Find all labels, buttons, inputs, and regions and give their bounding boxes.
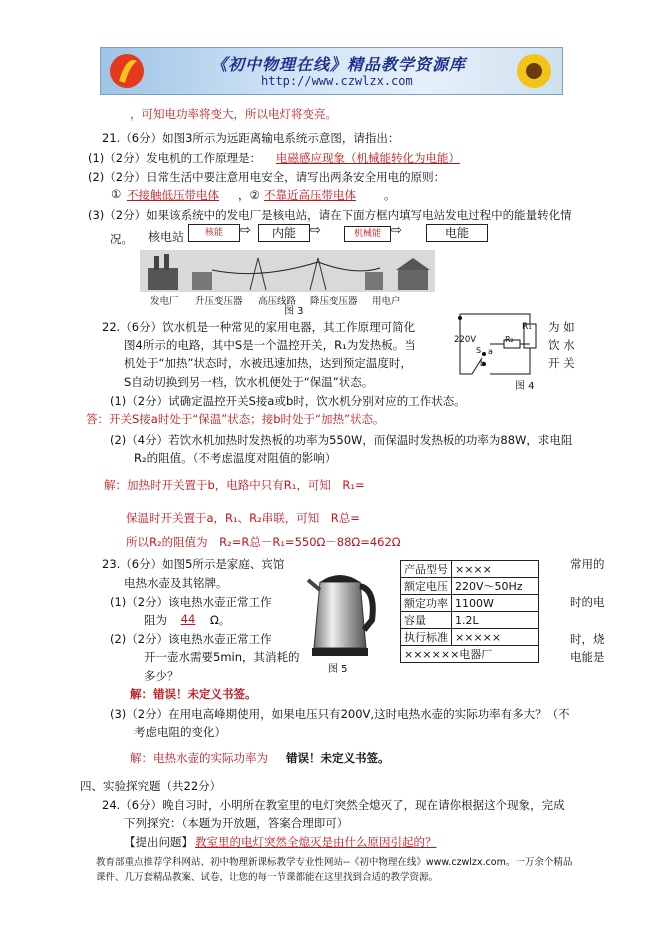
logo-icon	[107, 51, 147, 91]
q22-right3: 开 关	[548, 356, 575, 370]
q23-error2: 错误！未定义书签。	[286, 751, 390, 765]
q23-answer1: 44	[180, 612, 196, 626]
q23-sub1-right: 时的电	[570, 595, 605, 609]
table-row	[401, 629, 539, 646]
prev-answer-tail: ，可知电功率将变大，所以电灯将变亮。	[130, 107, 337, 121]
arrow-icon: ⇨	[310, 223, 321, 238]
q23-sub2: (2)（2分）该电热水壶正常工作	[110, 632, 272, 646]
q23-sub3: (3)（2分）在用电高峰期使用，如果电压只有200V,这时电热水壶的实际功率有多大？（不	[110, 707, 570, 721]
table-cell: ××××	[452, 561, 539, 578]
q24-line1: 24.（6分）晚自习时，小明所在教室里的电灯突然全熄灭了，现在请你根据这个现象，完成	[102, 798, 565, 812]
q22-solution1: 解：加热时开关置于b，电路中只有R₁，可知 R₁=	[104, 478, 365, 492]
circuit-voltage: 220V	[454, 335, 477, 345]
table-cell: ×××××	[452, 629, 539, 646]
q21-answer2b: 不靠近高压带电体	[264, 188, 356, 202]
fig3-label-stepup: 升压变压器	[195, 296, 243, 307]
fig3-label-stepdown: 降压变压器	[310, 296, 358, 307]
q21-stem: 21.（6分）如图3所示为远距离输电系统示意图，请指出：	[102, 131, 400, 145]
table-cell: 执行标准	[401, 629, 452, 646]
q22-line3: 机处于“加热”状态时，水被迅速加热，达到预定温度时，	[124, 356, 412, 370]
q23-solution3: 解：电热水壶的实际功率为	[130, 751, 268, 765]
q23-sub1-cont: 阻为	[144, 613, 167, 627]
q22-sub2-cont: R₂的阻值。（不考虑温度对阻值的影响）	[134, 451, 337, 465]
q21-answer2a: 不接触低压带电体	[127, 188, 219, 202]
nameplate-table	[400, 560, 539, 663]
q21-bullet1: ①	[111, 187, 122, 201]
table-cell: 额定电压	[401, 578, 452, 595]
q23-sub2-cont-right: 电能是	[570, 650, 605, 664]
q21-part2: (2)（2分）日常生活中要注意用电安全，请写出两条安全用电的原则：	[88, 170, 446, 184]
energy-box-3: 机械能	[344, 226, 391, 242]
sunflower-icon	[511, 50, 557, 92]
q22-sub1: (1)（2分）试确定温控开关S接a或b时，饮水机分别对应的工作状态。	[110, 394, 466, 408]
q22-solution2: 保温时开关置于a，R₁、R₂串联，可知 R总=	[126, 511, 360, 525]
q24-line3-question: 教室里的电灯突然全熄灭是由什么原因引起的？	[195, 835, 437, 849]
circuit-r2: R₂	[505, 335, 514, 344]
page-footer: 教育部重点推荐学科网站、初中物理新课标教学专业性网站--《初中物理在线》www.czwlzx.com。一万余个精品课件、几万套精品教案、试卷，让您的每一节课都能在这里找到合适的教学资源。	[96, 857, 573, 883]
q22-answer1: 答：开关S接a时处于“保温”状态；接b时处于“加热”状态。	[86, 412, 385, 426]
table-cell: 产品型号	[401, 561, 452, 578]
q22-sub2: (2)（4分）若饮水机加热时发热板的功率为550W，而保温时发热板的功率为88W，求电阻	[110, 433, 573, 447]
circuit-a: a	[488, 347, 493, 356]
table-cell: ××××××电器厂	[401, 646, 539, 663]
table-row	[401, 561, 539, 578]
q22-right1: 为 如	[548, 320, 575, 334]
power-transmission-figure	[140, 250, 435, 292]
header-title: 《初中物理在线》精品教学资源库	[211, 55, 467, 74]
q23-sub2-end: 多少？	[144, 669, 179, 683]
fig3-caption: 图 3	[284, 306, 304, 317]
arrow-icon: ⇨	[240, 223, 251, 238]
q22-line1: 22.（6分）饮水机是一种常见的家用电器，其工作原理可简化	[102, 320, 416, 334]
q21-part3: (3)（2分）如果该系统中的发电厂是核电站，请在下面方框内填写电站发电过程中的能量转化情	[88, 208, 572, 222]
q21-bullet2: ，②	[238, 188, 260, 202]
q23-line2: 电热水壶及其铭牌。	[124, 576, 228, 590]
q23-sub1: (1)（2分）该电热水壶正常工作	[110, 595, 272, 609]
q21-plant-label: 核电站	[148, 230, 185, 244]
table-row	[401, 612, 539, 629]
q24-line3-label: 【提出问题】	[124, 835, 193, 849]
fig3-label-plant: 发电厂	[150, 296, 179, 307]
table-row	[401, 578, 539, 595]
table-cell: 1.2L	[452, 612, 539, 629]
q21-period: 。	[384, 188, 396, 202]
circuit-switch: S	[476, 346, 482, 355]
energy-box-1: 核能	[188, 224, 240, 242]
table-cell: 1100W	[452, 595, 539, 612]
table-row	[401, 646, 539, 663]
fig3-label-user: 用电户	[372, 296, 401, 307]
q23-sub2-right: 时，烧	[570, 632, 605, 646]
q23-error1: 解：错误！未定义书签。	[130, 687, 257, 701]
q23-answer1-unit: Ω。	[210, 613, 231, 627]
q24-line2: 下列探究：（本题为开放题，答案合理即可）	[124, 816, 349, 830]
q21-part3-cont: 况。	[110, 232, 133, 246]
table-cell: 容量	[401, 612, 452, 629]
q21-part1: (1)（2分）发电机的工作原理是：	[88, 151, 262, 165]
q22-right2: 饮 水	[548, 338, 575, 352]
table-cell: 额定功率	[401, 595, 452, 612]
q22-line4: S自动切换到另一档，饮水机便处于“保温”状态。	[124, 375, 374, 389]
section-4-heading: 四、实验探究题（共22分）	[80, 779, 222, 793]
header-url[interactable]: http://www.czwlzx.com	[261, 74, 413, 88]
q22-line2: 图4所示的电路，其中S是一个温控开关，R₁为发热板。当	[124, 338, 416, 352]
q22-solution3: 所以R₂的阻值为 R₂=R总－R₁=550Ω－88Ω=462Ω	[126, 535, 401, 549]
fig4-caption: 图 4	[515, 381, 535, 392]
energy-box-2: 内能	[258, 224, 310, 242]
table-cell: 220V～50Hz	[452, 578, 539, 595]
circuit-b: b	[480, 359, 486, 368]
q23-sub2-cont: 开一壶水需要5min，其消耗的	[144, 650, 300, 664]
header-banner	[100, 47, 563, 95]
arrow-icon: ⇨	[391, 223, 402, 238]
q23-line1: 23.（6分）如图5所示是家庭、宾馆	[102, 557, 285, 571]
energy-box-4: 电能	[426, 224, 488, 242]
fig3-label-line: 高压线路	[258, 296, 297, 307]
q21-answer1: 电磁感应现象（机械能转化为电能）	[276, 151, 460, 165]
kettle-image	[306, 560, 378, 660]
q23-sub3-cont: 考虑电阻的变化）	[134, 725, 226, 739]
fig5-caption: 图 5	[328, 664, 348, 675]
table-row	[401, 595, 539, 612]
q23-line1-right: 常用的	[570, 557, 605, 571]
circuit-r1: R₁	[522, 322, 532, 332]
